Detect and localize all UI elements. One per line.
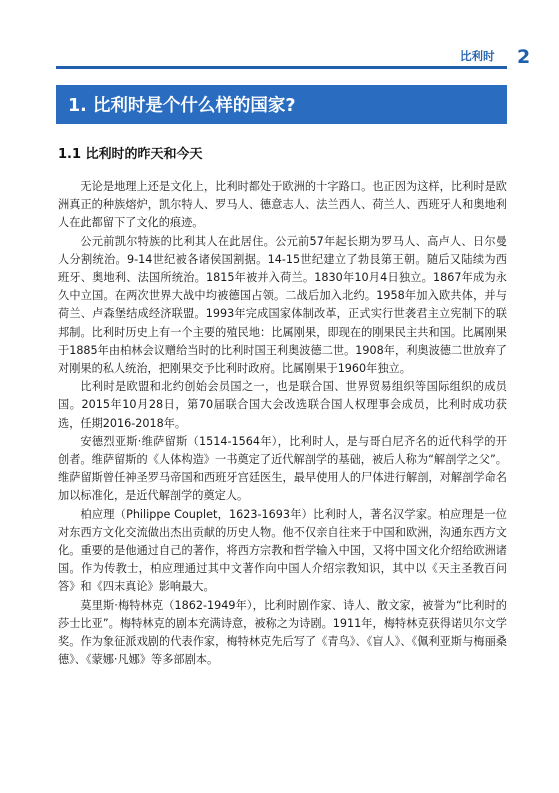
- body-text: [58, 178, 507, 669]
- section-heading: 1.1 比利时的昨天和今天: [58, 147, 203, 162]
- paragraph: 安德烈亚斯·维萨留斯（1514-1564年），比利时人，是与哥白尼齐名的近代科学的开创者。维萨留斯的《人体构造》一书奠定了近代解剖学的基础，被后人称为“解剖学之父”。维萨留斯曾任神圣罗马帝国和西班牙宫廷医生，最早使用人的尸体进行解剖，对解剖学命名加以标准化，是近代解剖学的奠定人。: [58, 434, 507, 503]
- paragraph: 柏应理（Philippe Couplet，1623-1693年）比利时人，著名汉学家。柏应理是一位对东西方文化交流做出杰出贡献的历史人物。他不仅亲自往来于中国和欧洲，沟通东西方文化。重要的是他通过自己的著作，将西方宗教和哲学输入中国，又将中国文化介绍给欧洲诸国。作为传教士，柏应理通过其中文著作向中国人介绍宗教知识，其中以《天主圣教百问答》和《四末真论》影响最大。: [58, 507, 507, 594]
- paragraph: 公元前凯尔特族的比利其人在此居住。公元前57年起长期为罗马人、高卢人、日尔曼人分割统治。9-14世纪被各诸侯国割据。14-15世纪建立了勃艮第王朝。随后又陆续为西班牙、奥地利、法国所统治。1815年被并入荷兰。1830年10月4日独立。1867年成为永久中立国。在两次世界大战中均被德国占领。二战后加入北约。1958年加入欧共体，并与荷兰、卢森堡结成经济联盟。1993年完成国家体制改革，正式实行世袭君主立宪制下的联邦制。比利时历史上有一个主要的殖民地：比属刚果，即现在的刚果民主共和国。比属刚果于1885年由柏林会议赠给当时的比利时国王利奥波德二世。1908年，利奥波德二世放弃了对刚果的私人统治，把刚果交予比利时政府。比属刚果于1960年独立。: [58, 234, 507, 376]
- paragraph: 莫里斯·梅特林克（1862-1949年），比利时剧作家、诗人、散文家，被誉为“比利时的莎士比亚”。梅特林克的剧本充满诗意，被称之为诗剧。1911年，梅特林克获得诺贝尔文学奖。作为象征派戏剧的代表作家，梅特林克先后写了《青鸟》、《盲人》、《佩利亚斯与梅丽桑德》、《蒙娜·凡娜》等多部剧本。: [58, 598, 507, 667]
- header-divider: [56, 66, 507, 69]
- running-header: 比利时: [460, 49, 495, 63]
- chapter-title: 1. 比利时是个什么样的国家?: [68, 96, 296, 116]
- chapter-title-bar: [56, 85, 507, 124]
- page-number: 2: [517, 46, 531, 68]
- paragraph: 无论是地理上还是文化上，比利时都处于欧洲的十字路口。也正因为这样，比利时是欧洲真正的种族熔炉，凯尔特人、罗马人、德意志人、法兰西人、荷兰人、西班牙人和奥地利人在此都留下了文化的痕迹。: [58, 180, 507, 230]
- paragraph: 比利时是欧盟和北约创始会员国之一，也是联合国、世界贸易组织等国际组织的成员国。2015年10月28日，第70届联合国大会改选联合国人权理事会成员，比利时成功获选，任期2016-2018年。: [58, 380, 507, 430]
